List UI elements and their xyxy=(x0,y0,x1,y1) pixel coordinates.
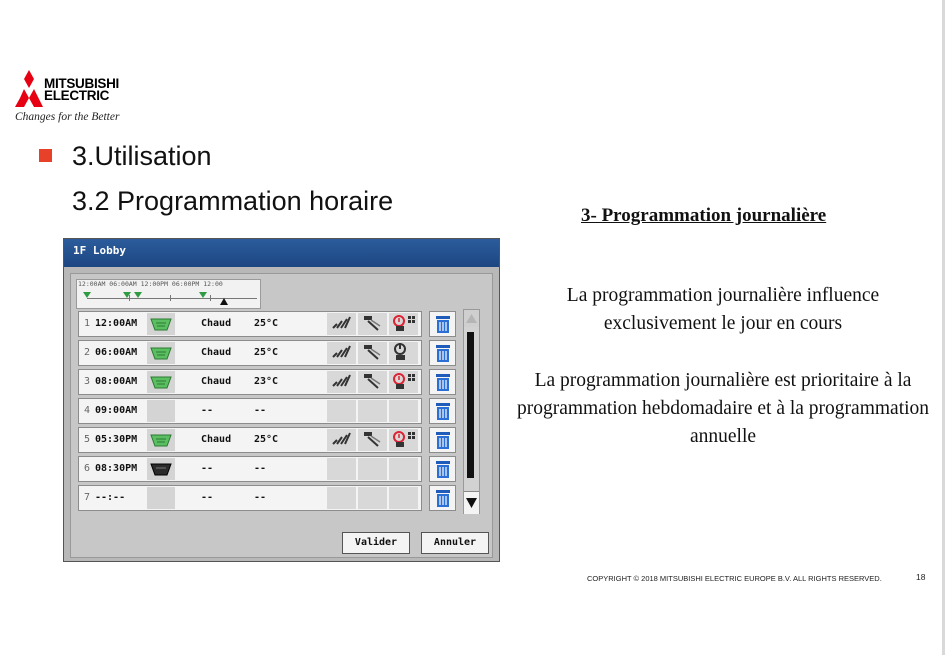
setting-cell[interactable] xyxy=(389,429,418,451)
row-mode[interactable]: Chaud xyxy=(201,318,232,329)
schedule-row[interactable] xyxy=(78,311,422,337)
delete-button[interactable] xyxy=(429,456,456,482)
schedule-row[interactable] xyxy=(78,427,422,453)
tagline: Changes for the Better xyxy=(15,111,120,123)
row-temperature[interactable]: -- xyxy=(254,463,267,474)
delete-button[interactable] xyxy=(429,311,456,337)
setting-cell[interactable] xyxy=(327,342,356,364)
row-mode[interactable]: -- xyxy=(201,405,214,416)
timeline-marker-green xyxy=(199,292,207,298)
row-temperature[interactable]: 25°C xyxy=(254,434,279,445)
delete-button[interactable] xyxy=(429,427,456,453)
row-temperature[interactable]: -- xyxy=(254,492,267,503)
schedule-row[interactable] xyxy=(78,398,422,424)
mode-cell[interactable] xyxy=(147,313,175,335)
setting-cell[interactable] xyxy=(389,371,418,393)
setting-cell[interactable] xyxy=(327,487,356,509)
setting-cell[interactable] xyxy=(327,313,356,335)
green-unit-icon xyxy=(148,430,174,455)
controller-screen xyxy=(63,238,500,562)
mode-cell[interactable] xyxy=(147,342,175,364)
setting-cell[interactable] xyxy=(389,342,418,364)
mode-cell[interactable] xyxy=(147,429,175,451)
setting-cell[interactable] xyxy=(358,371,387,393)
copyright: COPYRIGHT © 2018 MITSUBISHI ELECTRIC EUROPE B.V. ALL RIGHTS RESERVED. xyxy=(587,574,882,583)
logo-line-1: MITSUBISHI xyxy=(44,76,120,91)
paragraph-2: La programmation journalière est prioritaire à la programmation hebdomadaire et à la programmation annuelle xyxy=(516,370,930,447)
schedule-row[interactable] xyxy=(78,340,422,366)
timer-icon xyxy=(391,429,419,454)
row-time[interactable]: 06:00AM xyxy=(95,347,138,358)
setting-cell[interactable] xyxy=(389,487,418,509)
row-temperature[interactable]: 25°C xyxy=(254,347,279,358)
timeline-marker-green xyxy=(83,292,91,298)
timer-icon xyxy=(391,371,419,396)
mode-cell[interactable] xyxy=(147,458,175,480)
scroll-down-button[interactable] xyxy=(464,491,479,514)
timeline-axis xyxy=(87,298,257,299)
validate-button[interactable]: Valider xyxy=(342,532,410,554)
row-temperature[interactable]: 23°C xyxy=(254,376,279,387)
scroll-thumb[interactable] xyxy=(467,332,474,478)
row-mode[interactable]: Chaud xyxy=(201,347,232,358)
row-time[interactable]: 08:00AM xyxy=(95,376,138,387)
row-number: 1 xyxy=(84,318,91,329)
mode-cell[interactable] xyxy=(147,487,175,509)
timeline-labels: 12:00AM 06:00AM 12:00PM 06:00PM 12:00 xyxy=(78,280,223,288)
setting-cell[interactable] xyxy=(358,342,387,364)
schedule-row[interactable] xyxy=(78,485,422,511)
row-temperature[interactable]: -- xyxy=(254,405,267,416)
row-temperature[interactable]: 25°C xyxy=(254,318,279,329)
logo-line-2: ELECTRIC xyxy=(44,88,110,103)
screen-title: 1F Lobby xyxy=(64,239,499,267)
logo-wordmark xyxy=(44,78,119,102)
setting-cell[interactable] xyxy=(389,400,418,422)
vane-icon xyxy=(360,429,384,454)
row-time[interactable]: --:-- xyxy=(95,492,126,503)
schedule-row[interactable] xyxy=(78,369,422,395)
timeline-marker-green xyxy=(134,292,142,298)
cancel-button[interactable]: Annuler xyxy=(421,532,489,554)
row-number: 7 xyxy=(84,492,91,503)
side-title: 3- Programmation journalière xyxy=(581,205,827,226)
section-heading: 3.Utilisation xyxy=(72,141,212,171)
row-mode[interactable]: Chaud xyxy=(201,434,232,445)
timeline-tick xyxy=(210,295,211,301)
row-time[interactable]: 12:00AM xyxy=(95,318,138,329)
setting-cell[interactable] xyxy=(327,400,356,422)
timeline-tick xyxy=(170,295,171,301)
timer-icon xyxy=(391,313,419,338)
paragraph-1: La programmation journalière influence exclusivement le jour en cours xyxy=(566,285,880,334)
mode-cell[interactable] xyxy=(147,371,175,393)
subsection-heading: 3.2 Programmation horaire xyxy=(72,186,394,216)
green-unit-icon xyxy=(148,372,174,397)
setting-cell[interactable] xyxy=(327,371,356,393)
fan-speed-icon xyxy=(329,313,353,338)
delete-button[interactable] xyxy=(429,485,456,511)
row-mode[interactable]: -- xyxy=(201,492,214,503)
row-number: 4 xyxy=(84,405,91,416)
row-number: 5 xyxy=(84,434,91,445)
delete-button[interactable] xyxy=(429,340,456,366)
timeline-bar xyxy=(76,279,261,309)
setting-cell[interactable] xyxy=(389,313,418,335)
schedule-row[interactable] xyxy=(78,456,422,482)
row-time[interactable]: 09:00AM xyxy=(95,405,138,416)
green-unit-icon xyxy=(148,314,174,339)
timeline-current-marker xyxy=(220,298,228,305)
off-unit-icon xyxy=(148,459,174,484)
row-mode[interactable]: Chaud xyxy=(201,376,232,387)
fan-speed-icon xyxy=(329,429,353,454)
fan-speed-icon xyxy=(329,342,353,367)
setting-cell[interactable] xyxy=(327,429,356,451)
page-number: 18 xyxy=(916,572,926,582)
delete-button[interactable] xyxy=(429,398,456,424)
row-number: 6 xyxy=(84,463,91,474)
timeline-marker-green xyxy=(123,292,131,298)
scroll-up-button[interactable] xyxy=(464,310,479,327)
setting-cell[interactable] xyxy=(358,400,387,422)
setting-cell[interactable] xyxy=(389,458,418,480)
row-number: 3 xyxy=(84,376,91,387)
setting-cell[interactable] xyxy=(327,458,356,480)
setting-cell[interactable] xyxy=(358,487,387,509)
power-icon xyxy=(391,342,415,367)
vane-icon xyxy=(360,342,384,367)
setting-cell[interactable] xyxy=(358,458,387,480)
row-mode[interactable]: -- xyxy=(201,463,214,474)
mode-cell[interactable] xyxy=(147,400,175,422)
mitsubishi-logo xyxy=(15,70,43,108)
fan-speed-icon xyxy=(329,371,353,396)
delete-button[interactable] xyxy=(429,369,456,395)
row-time[interactable]: 05:30PM xyxy=(95,434,138,445)
scrollbar[interactable] xyxy=(463,309,480,514)
bullet-square-icon xyxy=(39,149,52,162)
vane-icon xyxy=(360,313,384,338)
row-number: 2 xyxy=(84,347,91,358)
green-unit-icon xyxy=(148,343,174,368)
setting-cell[interactable] xyxy=(358,313,387,335)
setting-cell[interactable] xyxy=(358,429,387,451)
row-time[interactable]: 08:30PM xyxy=(95,463,138,474)
vane-icon xyxy=(360,371,384,396)
